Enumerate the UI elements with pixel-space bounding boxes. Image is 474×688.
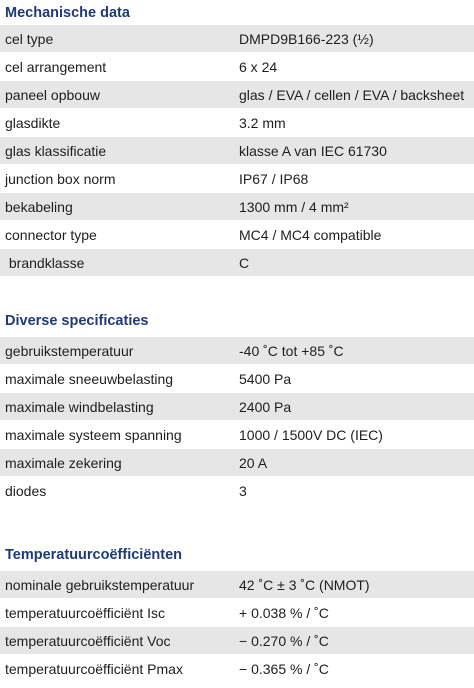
row-label: maximale windbelasting bbox=[5, 398, 154, 415]
row-value: glas / EVA / cellen / EVA / backsheet bbox=[239, 86, 465, 103]
row-label: brandklasse bbox=[5, 254, 85, 271]
table-row bbox=[0, 81, 474, 109]
table-row bbox=[0, 53, 474, 81]
row-label: cel type bbox=[5, 30, 54, 47]
row-value: 3 bbox=[239, 482, 247, 499]
table-row bbox=[0, 193, 474, 221]
table-row bbox=[0, 571, 474, 599]
row-label: temperatuurcoëfficiënt Isc bbox=[5, 604, 166, 621]
row-label: diodes bbox=[5, 482, 47, 499]
section-title: Mechanische data bbox=[5, 4, 130, 21]
row-value: 2400 Pa bbox=[239, 398, 292, 415]
row-label: junction box norm bbox=[5, 170, 116, 187]
row-label: gebruikstemperatuur bbox=[5, 342, 134, 359]
row-value: 1000 / 1500V DC (IEC) bbox=[239, 426, 383, 443]
table-row bbox=[0, 449, 474, 477]
section-diverse-specificaties bbox=[0, 305, 474, 505]
table-row bbox=[0, 365, 474, 393]
row-value: MC4 / MC4 compatible bbox=[239, 226, 382, 243]
row-value: DMPD9B166-223 (½) bbox=[239, 30, 374, 47]
row-value: klasse A van IEC 61730 bbox=[239, 142, 387, 159]
section-title: Temperatuurcoëfficiënten bbox=[5, 547, 182, 563]
row-value: 20 A bbox=[239, 454, 268, 471]
section-mechanische-data bbox=[0, 0, 474, 277]
row-label: glasdikte bbox=[5, 114, 61, 131]
table-row bbox=[0, 421, 474, 449]
table-row bbox=[0, 393, 474, 421]
row-value: 3.2 mm bbox=[239, 114, 286, 131]
table-row bbox=[0, 165, 474, 193]
table-row bbox=[0, 627, 474, 655]
table-row bbox=[0, 221, 474, 249]
row-value: IP67 / IP68 bbox=[239, 170, 309, 187]
row-value: 5400 Pa bbox=[239, 370, 292, 387]
row-label: maximale sneeuwbelasting bbox=[5, 370, 174, 387]
table-row bbox=[0, 249, 474, 277]
section-spacer bbox=[0, 277, 474, 305]
section-title: Diverse specificaties bbox=[5, 313, 149, 329]
row-value: 6 x 24 bbox=[239, 58, 278, 75]
table-row bbox=[0, 337, 474, 365]
row-value: + 0.038 % / ˚C bbox=[239, 604, 329, 621]
row-label: paneel opbouw bbox=[5, 86, 100, 103]
row-value: − 0.365 % / ˚C bbox=[239, 660, 329, 677]
section-temperatuurcoefficienten bbox=[0, 539, 474, 683]
row-label: maximale zekering bbox=[5, 454, 122, 471]
row-value: C bbox=[239, 254, 250, 271]
section-spacer bbox=[0, 505, 474, 539]
row-value: -40 ˚C tot +85 ˚C bbox=[239, 342, 344, 359]
row-value: 1300 mm / 4 mm² bbox=[239, 198, 349, 215]
row-value: − 0.270 % / ˚C bbox=[239, 632, 329, 649]
table-row bbox=[0, 109, 474, 137]
table-row bbox=[0, 599, 474, 627]
row-label: temperatuurcoëfficiënt Voc bbox=[5, 632, 171, 649]
row-label: nominale gebruikstemperatuur bbox=[5, 576, 195, 593]
row-label: connector type bbox=[5, 226, 97, 243]
table-row bbox=[0, 137, 474, 165]
row-label: glas klassificatie bbox=[5, 142, 107, 159]
row-label: maximale systeem spanning bbox=[5, 426, 182, 443]
table-row bbox=[0, 477, 474, 505]
row-label: bekabeling bbox=[5, 198, 73, 215]
table-row bbox=[0, 25, 474, 53]
row-label: temperatuurcoëfficiënt Pmax bbox=[5, 660, 183, 677]
row-label: cel arrangement bbox=[5, 58, 107, 75]
row-value: 42 ˚C ± 3 ˚C (NMOT) bbox=[239, 576, 370, 593]
table-row bbox=[0, 655, 474, 683]
